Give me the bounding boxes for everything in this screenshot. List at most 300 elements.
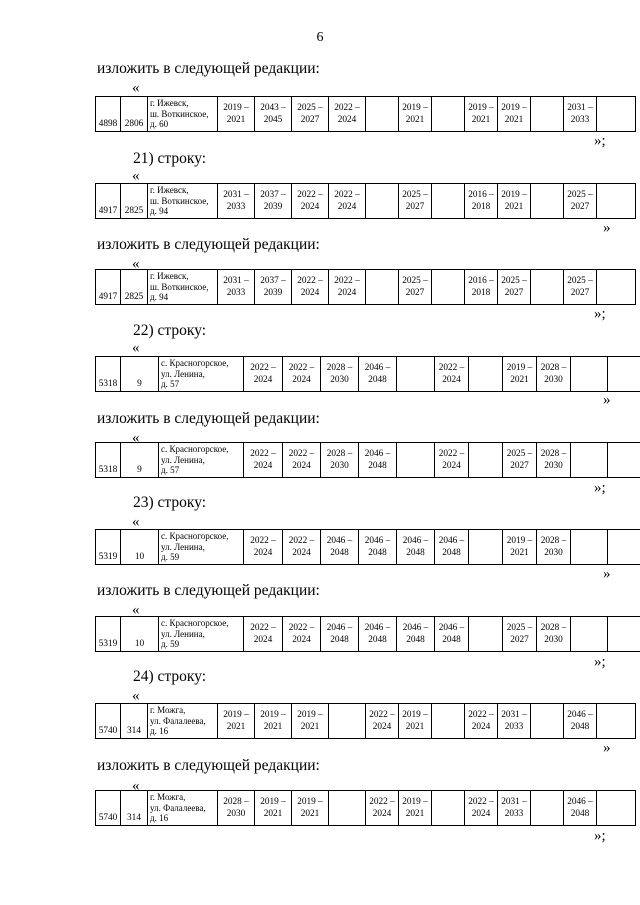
year-range-cell bbox=[329, 184, 366, 219]
year-range-line: 2030 bbox=[544, 547, 563, 558]
year-range-line: 2022 – bbox=[288, 448, 315, 459]
address-line: д. 16 bbox=[150, 726, 169, 736]
row-id-cell: 5740 bbox=[96, 791, 121, 826]
year-range-line: 2046 – bbox=[364, 535, 391, 546]
row-number-cell: 314 bbox=[121, 791, 148, 826]
year-range-cell bbox=[564, 704, 597, 739]
year-range-cell bbox=[292, 97, 329, 132]
year-range-cell bbox=[564, 791, 597, 826]
year-range-line: 2019 – bbox=[223, 102, 249, 113]
row-number-cell: 9 bbox=[121, 443, 159, 478]
year-range-line: 2024 bbox=[292, 634, 311, 645]
year-range-line: 2033 bbox=[226, 201, 246, 212]
year-range-cell bbox=[359, 357, 397, 392]
address-line: г. Можга, bbox=[150, 792, 186, 802]
section-caption: 24) строку: bbox=[133, 668, 207, 685]
year-range-line: 2046 – bbox=[438, 535, 465, 546]
year-range-line: 2024 bbox=[300, 287, 320, 298]
year-range-cell bbox=[498, 97, 531, 132]
close-quote: »; bbox=[594, 306, 606, 322]
year-range-line: 2024 bbox=[372, 808, 392, 819]
year-range-cell bbox=[399, 97, 432, 132]
year-range-line: 2022 – bbox=[438, 362, 465, 373]
empty-cell bbox=[397, 443, 435, 478]
empty-cell bbox=[597, 184, 636, 219]
year-range-line: 2021 bbox=[263, 721, 283, 732]
year-range-line: 2021 bbox=[226, 721, 246, 732]
schedule-row-table bbox=[95, 269, 636, 305]
address-line: ул. Фалалеева, bbox=[150, 802, 206, 813]
year-range-line: 2019 – bbox=[402, 102, 428, 113]
year-range-line: 2025 – bbox=[567, 189, 593, 200]
year-range-line: 2022 – bbox=[334, 189, 360, 200]
year-range-line: 2027 bbox=[510, 460, 529, 471]
empty-cell bbox=[597, 97, 636, 132]
address-line: ул. Ленина, bbox=[161, 541, 205, 552]
empty-cell bbox=[531, 97, 564, 132]
year-range-line: 2021 bbox=[510, 374, 529, 385]
year-range-line: 2021 bbox=[510, 547, 529, 558]
year-range-line: 2037 – bbox=[260, 189, 286, 200]
address-line: д. 16 bbox=[150, 813, 169, 823]
year-range-cell bbox=[537, 357, 571, 392]
year-range-line: 2022 – bbox=[288, 622, 315, 633]
year-range-cell bbox=[435, 443, 469, 478]
year-range-cell bbox=[359, 617, 397, 652]
year-range-line: 2022 – bbox=[288, 535, 315, 546]
year-range-line: 2019 – bbox=[297, 709, 323, 720]
year-range-line: 2022 – bbox=[288, 362, 315, 373]
year-range-line: 2046 – bbox=[364, 622, 391, 633]
open-quote: « bbox=[132, 256, 140, 272]
year-range-line: 2021 bbox=[405, 721, 425, 732]
year-range-line: 2027 bbox=[570, 287, 590, 298]
section-caption: изложить в следующей редакции: bbox=[97, 410, 320, 427]
year-range-line: 2039 bbox=[263, 201, 283, 212]
year-range-cell bbox=[399, 704, 432, 739]
empty-cell bbox=[432, 704, 465, 739]
year-range-cell bbox=[218, 270, 255, 305]
empty-cell bbox=[597, 270, 636, 305]
year-range-cell bbox=[359, 530, 397, 565]
year-range-line: 2028 – bbox=[540, 448, 567, 459]
year-range-line: 2018 bbox=[471, 201, 491, 212]
year-range-cell bbox=[244, 617, 283, 652]
address-line: д. 57 bbox=[161, 379, 180, 389]
year-range-line: 2046 – bbox=[567, 709, 593, 720]
address-line: ш. Воткинское, bbox=[150, 108, 209, 119]
year-range-line: 2024 bbox=[292, 460, 311, 471]
address-line: д. 57 bbox=[161, 465, 180, 475]
row-number-cell: 9 bbox=[121, 357, 159, 392]
year-range-line: 2028 – bbox=[223, 796, 249, 807]
row-id-cell: 4917 bbox=[96, 270, 121, 305]
year-range-line: 2033 bbox=[504, 721, 524, 732]
year-range-line: 2019 – bbox=[506, 362, 533, 373]
year-range-line: 2019 – bbox=[468, 102, 494, 113]
year-range-line: 2025 – bbox=[506, 448, 533, 459]
year-range-line: 2028 – bbox=[540, 535, 567, 546]
empty-cell bbox=[597, 791, 636, 826]
year-range-line: 2048 bbox=[442, 634, 461, 645]
year-range-cell bbox=[255, 704, 292, 739]
address-line: ул. Ленина, bbox=[161, 454, 205, 465]
year-range-cell bbox=[564, 184, 597, 219]
empty-cell bbox=[597, 704, 636, 739]
year-range-cell bbox=[321, 530, 359, 565]
row-id-cell: 4898 bbox=[96, 97, 121, 132]
year-range-line: 2024 bbox=[337, 287, 357, 298]
year-range-line: 2048 bbox=[368, 547, 387, 558]
address-cell bbox=[159, 530, 244, 565]
year-range-line: 2048 bbox=[442, 547, 461, 558]
year-range-cell bbox=[244, 530, 283, 565]
year-range-cell bbox=[292, 184, 329, 219]
address-cell bbox=[148, 270, 218, 305]
year-range-line: 2030 bbox=[544, 374, 563, 385]
year-range-line: 2019 – bbox=[501, 102, 527, 113]
year-range-cell bbox=[255, 270, 292, 305]
year-range-cell bbox=[218, 704, 255, 739]
year-range-line: 2024 bbox=[292, 374, 311, 385]
schedule-row-table bbox=[95, 790, 636, 826]
close-quote: »; bbox=[594, 828, 606, 844]
year-range-cell bbox=[435, 357, 469, 392]
page-number: 6 bbox=[316, 30, 324, 45]
schedule-row-table bbox=[95, 442, 640, 478]
year-range-line: 2028 – bbox=[326, 362, 353, 373]
schedule-row-table bbox=[95, 356, 640, 392]
year-range-line: 2019 – bbox=[402, 796, 428, 807]
year-range-cell bbox=[255, 791, 292, 826]
row-number-cell: 10 bbox=[121, 530, 159, 565]
empty-cell bbox=[608, 357, 640, 392]
close-quote: » bbox=[603, 566, 611, 582]
year-range-line: 2016 – bbox=[468, 275, 494, 286]
year-range-line: 2018 bbox=[471, 287, 491, 298]
address-line: ш. Воткинское, bbox=[150, 281, 209, 292]
open-quote: « bbox=[132, 430, 140, 446]
year-range-line: 2048 bbox=[406, 547, 425, 558]
close-quote: »; bbox=[594, 133, 606, 149]
schedule-row-table bbox=[95, 183, 636, 219]
year-range-line: 2025 – bbox=[567, 275, 593, 286]
empty-cell bbox=[366, 184, 399, 219]
year-range-line: 2024 bbox=[292, 547, 311, 558]
year-range-line: 2046 – bbox=[402, 535, 429, 546]
year-range-line: 2033 bbox=[570, 114, 590, 125]
address-line: д. 94 bbox=[150, 292, 169, 302]
year-range-line: 2021 bbox=[226, 114, 246, 125]
row-id-cell: 4917 bbox=[96, 184, 121, 219]
year-range-line: 2030 bbox=[330, 460, 349, 471]
empty-cell bbox=[571, 357, 608, 392]
year-range-cell bbox=[283, 617, 321, 652]
year-range-line: 2031 – bbox=[223, 275, 249, 286]
year-range-line: 2031 – bbox=[567, 102, 593, 113]
address-cell bbox=[148, 97, 218, 132]
year-range-line: 2030 bbox=[544, 634, 563, 645]
empty-cell bbox=[531, 704, 564, 739]
year-range-cell bbox=[498, 791, 531, 826]
year-range-cell bbox=[435, 530, 469, 565]
section-caption: изложить в следующей редакции: bbox=[97, 60, 320, 77]
close-quote: » bbox=[603, 740, 611, 756]
address-cell bbox=[148, 791, 218, 826]
year-range-line: 2027 bbox=[504, 287, 524, 298]
year-range-cell bbox=[503, 530, 537, 565]
year-range-line: 2046 – bbox=[364, 362, 391, 373]
address-cell bbox=[148, 704, 218, 739]
address-line: д. 60 bbox=[150, 119, 169, 129]
year-range-line: 2031 – bbox=[501, 709, 527, 720]
address-line: ул. Фалалеева, bbox=[150, 715, 206, 726]
year-range-line: 2037 – bbox=[260, 275, 286, 286]
section-caption: изложить в следующей редакции: bbox=[97, 757, 320, 774]
year-range-line: 2025 – bbox=[501, 275, 527, 286]
address-cell bbox=[159, 617, 244, 652]
year-range-line: 2019 – bbox=[260, 796, 286, 807]
address-line: с. Красногорское, bbox=[161, 531, 229, 541]
schedule-row-table bbox=[95, 96, 636, 132]
year-range-cell bbox=[397, 617, 435, 652]
year-range-cell bbox=[218, 791, 255, 826]
address-line: г. Ижевск, bbox=[150, 185, 189, 195]
year-range-line: 2033 bbox=[504, 808, 524, 819]
year-range-line: 2028 – bbox=[540, 622, 567, 633]
year-range-line: 2021 bbox=[504, 114, 524, 125]
year-range-cell bbox=[255, 97, 292, 132]
year-range-cell bbox=[397, 530, 435, 565]
year-range-cell bbox=[283, 443, 321, 478]
year-range-cell bbox=[503, 443, 537, 478]
year-range-line: 2021 bbox=[405, 114, 425, 125]
year-range-cell bbox=[329, 97, 366, 132]
row-id-cell: 5318 bbox=[96, 357, 121, 392]
empty-cell bbox=[469, 357, 503, 392]
year-range-line: 2024 bbox=[253, 460, 273, 471]
year-range-line: 2024 bbox=[337, 201, 357, 212]
year-range-cell bbox=[366, 791, 399, 826]
address-line: с. Красногорское, bbox=[161, 618, 229, 628]
year-range-line: 2019 – bbox=[260, 709, 286, 720]
row-number-cell: 314 bbox=[121, 704, 148, 739]
row-id-cell: 5318 bbox=[96, 443, 121, 478]
schedule-row-table bbox=[95, 703, 636, 739]
year-range-cell bbox=[366, 704, 399, 739]
year-range-line: 2046 – bbox=[402, 622, 429, 633]
empty-cell bbox=[608, 617, 640, 652]
section-caption: 21) строку: bbox=[133, 150, 207, 167]
year-range-cell bbox=[465, 704, 498, 739]
year-range-line: 2022 – bbox=[369, 709, 395, 720]
section-caption: 22) строку: bbox=[133, 322, 207, 339]
year-range-line: 2019 – bbox=[402, 709, 428, 720]
address-line: с. Красногорское, bbox=[161, 358, 229, 368]
year-range-line: 2021 bbox=[300, 721, 320, 732]
year-range-cell bbox=[292, 270, 329, 305]
address-cell bbox=[159, 443, 244, 478]
year-range-line: 2030 bbox=[226, 808, 246, 819]
empty-cell bbox=[397, 357, 435, 392]
year-range-line: 2019 – bbox=[223, 709, 249, 720]
close-quote: » bbox=[603, 220, 611, 236]
empty-cell bbox=[571, 443, 608, 478]
year-range-cell bbox=[537, 530, 571, 565]
year-range-cell bbox=[564, 270, 597, 305]
year-range-line: 2046 – bbox=[567, 796, 593, 807]
year-range-cell bbox=[399, 184, 432, 219]
year-range-cell bbox=[435, 617, 469, 652]
empty-cell bbox=[469, 617, 503, 652]
empty-cell bbox=[531, 270, 564, 305]
year-range-cell bbox=[244, 357, 283, 392]
year-range-cell bbox=[292, 704, 329, 739]
year-range-line: 2028 – bbox=[540, 362, 567, 373]
year-range-line: 2048 bbox=[570, 808, 590, 819]
year-range-cell bbox=[399, 270, 432, 305]
year-range-line: 2022 – bbox=[369, 796, 395, 807]
address-line: с. Красногорское, bbox=[161, 444, 229, 454]
year-range-line: 2048 bbox=[330, 547, 349, 558]
year-range-cell bbox=[465, 270, 498, 305]
empty-cell bbox=[531, 184, 564, 219]
year-range-cell bbox=[283, 357, 321, 392]
year-range-line: 2048 bbox=[330, 634, 349, 645]
year-range-cell bbox=[244, 443, 283, 478]
year-range-cell bbox=[255, 184, 292, 219]
year-range-line: 2046 – bbox=[326, 622, 353, 633]
empty-cell bbox=[469, 443, 503, 478]
year-range-cell bbox=[503, 617, 537, 652]
year-range-line: 2025 – bbox=[506, 622, 533, 633]
year-range-cell bbox=[465, 97, 498, 132]
year-range-cell bbox=[399, 791, 432, 826]
year-range-cell bbox=[329, 270, 366, 305]
schedule-row-table bbox=[95, 529, 640, 565]
year-range-line: 2048 bbox=[368, 460, 387, 471]
year-range-cell bbox=[564, 97, 597, 132]
year-range-cell bbox=[498, 704, 531, 739]
year-range-line: 2021 bbox=[504, 201, 524, 212]
year-range-line: 2027 bbox=[570, 201, 590, 212]
open-quote: « bbox=[132, 340, 140, 356]
empty-cell bbox=[608, 443, 640, 478]
year-range-line: 2019 – bbox=[501, 189, 527, 200]
year-range-line: 2024 bbox=[337, 114, 357, 125]
year-range-line: 2025 – bbox=[402, 189, 428, 200]
address-line: д. 59 bbox=[161, 552, 180, 562]
year-range-line: 2022 – bbox=[250, 362, 276, 373]
year-range-line: 2024 bbox=[300, 201, 320, 212]
year-range-line: 2022 – bbox=[468, 796, 494, 807]
empty-cell bbox=[432, 184, 465, 219]
year-range-line: 2024 bbox=[253, 374, 273, 385]
year-range-line: 2025 – bbox=[402, 275, 428, 286]
schedule-row-table bbox=[95, 616, 640, 652]
year-range-line: 2022 – bbox=[250, 622, 276, 633]
empty-cell bbox=[432, 791, 465, 826]
year-range-line: 2021 bbox=[405, 808, 425, 819]
row-number-cell: 10 bbox=[121, 617, 159, 652]
year-range-cell bbox=[321, 357, 359, 392]
section-caption: изложить в следующей редакции: bbox=[97, 236, 320, 253]
year-range-cell bbox=[283, 530, 321, 565]
year-range-cell bbox=[498, 270, 531, 305]
year-range-line: 2046 – bbox=[326, 535, 353, 546]
year-range-line: 2039 bbox=[263, 287, 283, 298]
year-range-line: 2048 bbox=[368, 634, 387, 645]
year-range-line: 2019 – bbox=[297, 796, 323, 807]
year-range-line: 2022 – bbox=[438, 448, 465, 459]
year-range-line: 2027 bbox=[300, 114, 320, 125]
open-quote: « bbox=[132, 80, 140, 96]
year-range-line: 2046 – bbox=[364, 448, 391, 459]
row-number-cell: 2825 bbox=[121, 184, 148, 219]
year-range-line: 2031 – bbox=[501, 796, 527, 807]
close-quote: »; bbox=[594, 480, 606, 496]
address-line: д. 94 bbox=[150, 206, 169, 216]
open-quote: « bbox=[132, 778, 140, 794]
close-quote: »; bbox=[594, 654, 606, 670]
open-quote: « bbox=[132, 514, 140, 530]
row-number-cell: 2806 bbox=[121, 97, 148, 132]
year-range-line: 2024 bbox=[471, 808, 491, 819]
address-cell bbox=[148, 184, 218, 219]
row-number-cell: 2825 bbox=[121, 270, 148, 305]
open-quote: « bbox=[132, 688, 140, 704]
year-range-cell bbox=[465, 791, 498, 826]
year-range-cell bbox=[218, 97, 255, 132]
year-range-cell bbox=[465, 184, 498, 219]
row-id-cell: 5740 bbox=[96, 704, 121, 739]
year-range-line: 2022 – bbox=[334, 102, 360, 113]
close-quote: » bbox=[603, 392, 611, 408]
year-range-cell bbox=[292, 791, 329, 826]
year-range-line: 2027 bbox=[405, 287, 425, 298]
address-line: ул. Ленина, bbox=[161, 628, 205, 639]
address-line: д. 59 bbox=[161, 639, 180, 649]
year-range-line: 2021 bbox=[263, 808, 283, 819]
year-range-cell bbox=[321, 617, 359, 652]
empty-cell bbox=[571, 530, 608, 565]
empty-cell bbox=[432, 97, 465, 132]
year-range-line: 2022 – bbox=[334, 275, 360, 286]
year-range-line: 2030 bbox=[330, 374, 349, 385]
section-caption: 23) строку: bbox=[133, 494, 207, 511]
empty-cell bbox=[608, 530, 640, 565]
year-range-line: 2030 bbox=[544, 460, 563, 471]
year-range-line: 2043 – bbox=[260, 102, 286, 113]
year-range-line: 2048 bbox=[368, 374, 387, 385]
year-range-line: 2033 bbox=[226, 287, 246, 298]
year-range-line: 2022 – bbox=[297, 189, 323, 200]
year-range-cell bbox=[218, 184, 255, 219]
empty-cell bbox=[531, 791, 564, 826]
year-range-line: 2048 bbox=[406, 634, 425, 645]
address-line: г. Можга, bbox=[150, 705, 186, 715]
year-range-line: 2027 bbox=[510, 634, 529, 645]
year-range-line: 2027 bbox=[405, 201, 425, 212]
year-range-line: 2046 – bbox=[438, 622, 465, 633]
year-range-cell bbox=[321, 443, 359, 478]
year-range-cell bbox=[537, 443, 571, 478]
open-quote: « bbox=[132, 168, 140, 184]
year-range-line: 2019 – bbox=[506, 535, 533, 546]
address-line: ул. Ленина, bbox=[161, 368, 205, 379]
empty-cell bbox=[329, 704, 366, 739]
address-cell bbox=[159, 357, 244, 392]
